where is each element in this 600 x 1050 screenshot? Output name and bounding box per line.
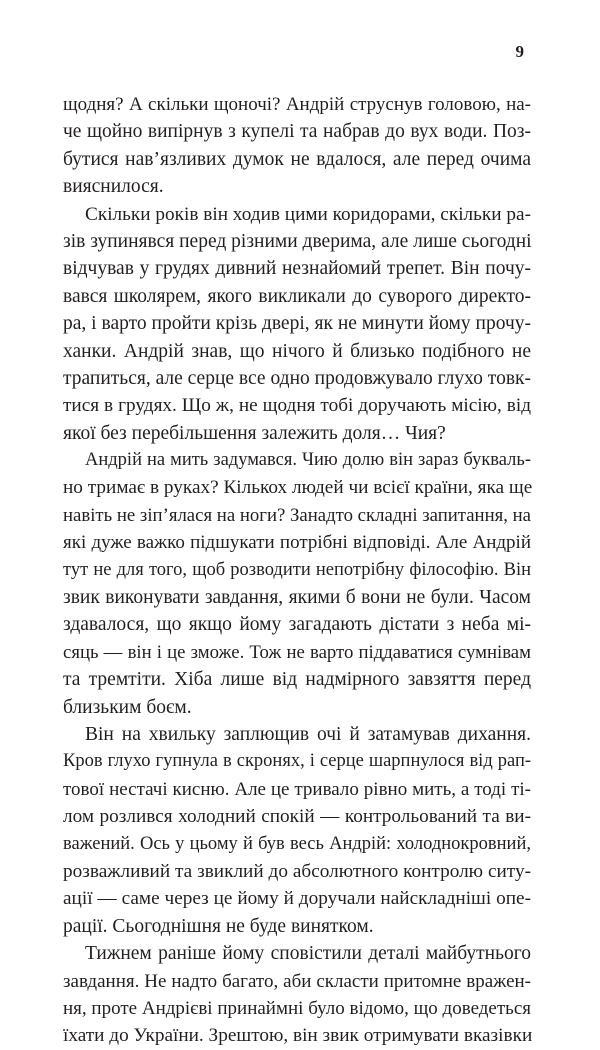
text-line: щодня? А скільки щоночі? Андрій струснув головою, на- xyxy=(63,94,531,115)
text-line: тися в грудях. Що ж, не щодня тобі доручають місію, від xyxy=(63,395,531,417)
text-line: навіть не зіп’ялася на ноги? Занадто складні запитання, на xyxy=(63,504,531,526)
text-line: завдання. Не надто багато, аби скласти притомне вражен- xyxy=(63,970,531,992)
text-line: ня, проте Андрієві принаймні було відомо, що доведеться xyxy=(63,997,531,1019)
text-line: но тримає в руках? Кількох людей чи всієї країни, яка ще xyxy=(63,477,533,499)
page-number: 9 xyxy=(515,42,524,61)
text-line: трапиться, але серце все одно продовжувало глухо товк- xyxy=(63,367,531,389)
text-line: Скільки років він ходив цими коридорами, скільки ра- xyxy=(85,203,531,225)
text-line: які дуже важко підшукати потрібні відповіді. Але Андрій xyxy=(63,532,531,554)
text-line: Тижнем раніше йому сповістили деталі майбутнього xyxy=(85,943,531,965)
text-line: та тремтіти. Хіба лише від надмірного завзяття перед xyxy=(63,669,531,691)
text-line: вався школярем, якого викликали до суворого директо- xyxy=(63,285,531,307)
text-line: тут не для того, щоб розводити непотрібну філософію. Він xyxy=(63,559,531,580)
text-line: сяць — він і це зможе. Тож не варто піддаватися сумнівам xyxy=(63,641,531,663)
text-line: Кров глухо гупнула в скронях, і серце шарпнулося від рап- xyxy=(63,751,531,772)
text-line: розважливий та звиклий до абсолютного контролю ситу- xyxy=(63,860,531,882)
text-line: Він на хвильку заплющив очі й затамував дихання. xyxy=(85,723,531,745)
text-line: тової нестачі кисню. Але це тривало рівно мить, а тоді ті- xyxy=(63,778,531,800)
text-line: зів зупинявся перед різними дверима, але лише сьогодні xyxy=(63,230,532,252)
text-line: відчував у грудях дивний незнайомий трепет. Він почу- xyxy=(63,258,531,280)
text-line: якої без перебільшення залежить доля… Чия? xyxy=(63,422,446,444)
text-line: важений. Ось у цьому й був весь Андрій: холоднокровний, xyxy=(63,833,531,854)
text-line: ханки. Андрій знав, що нічого й близько подібного не xyxy=(63,340,531,362)
text-line: бутися нав’язливих думок не вдалося, але перед очима xyxy=(63,148,531,170)
text-line: Андрій на мить задумався. Чию долю він зараз букваль- xyxy=(85,450,531,471)
text-line: їхати до України. Зрештою, він звик отримувати вказівки xyxy=(63,1025,533,1047)
text-line: ації — саме через це йому й доручали найскладніші опе- xyxy=(63,888,531,910)
text-line: вияснилося. xyxy=(63,176,164,198)
text-line: че щойно випірнув з купелі та набрав до вух води. Поз- xyxy=(63,121,531,143)
text-line: близьким боєм. xyxy=(63,696,192,718)
text-line: звик виконувати завдання, якими б вони не були. Часом xyxy=(63,587,531,609)
text-line: лом розлився холодний спокій — контрольований та ви- xyxy=(63,806,531,828)
text-line: ра, і варто пройти крізь двері, як не минути йому прочу- xyxy=(63,313,531,335)
text-line: здавалося, що якщо йому загадають дістати з неба мі- xyxy=(63,614,531,636)
body-text xyxy=(63,91,531,1050)
text-line: рації. Сьогоднішня не буде винятком. xyxy=(63,915,374,937)
